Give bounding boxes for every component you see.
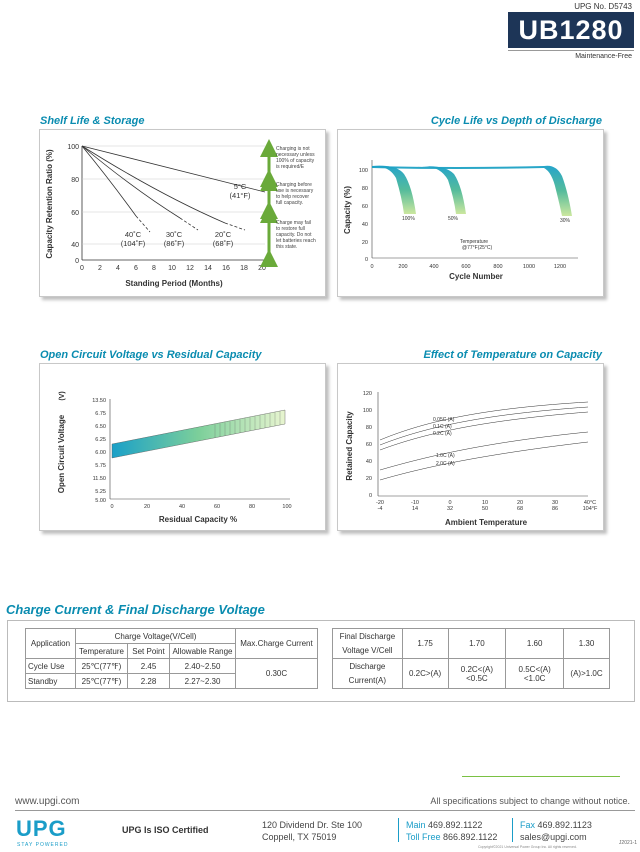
cycle-life-title: Cycle Life vs Depth of Discharge: [430, 115, 602, 127]
shelf-life-chart: [39, 129, 326, 297]
curve-label-30c: 30˚C: [165, 230, 183, 239]
fdv-value: 1.75: [402, 629, 448, 659]
dc-value: 0.5C<(A)<1.0C: [506, 659, 564, 689]
y-tick: 20: [365, 476, 372, 482]
x-axis-label: Standing Period (Months): [125, 279, 223, 288]
x-tick: 40: [178, 504, 186, 510]
x-tick: 100: [282, 504, 292, 510]
x-tick-f: 68: [516, 506, 524, 512]
x-tick: 200: [398, 264, 408, 270]
x-tick-f: 14: [411, 506, 419, 512]
y-tick: 100: [362, 408, 372, 414]
note-line: 100% of capacity: [276, 158, 315, 164]
curve-label-5c: 5°C: [233, 182, 247, 191]
ocv-chart: [39, 363, 326, 531]
y-tick: 11.50: [92, 476, 106, 482]
y-tick: 13.50: [92, 398, 106, 404]
iso-statement: UPG Is ISO Certified: [122, 825, 209, 835]
final-discharge-table: [332, 628, 610, 689]
fdv-label: Final Discharge: [339, 631, 396, 641]
row-range: 2.40~2.50: [170, 659, 236, 674]
discharge-current-label: Discharge: [349, 661, 386, 671]
y-tick: 20: [361, 240, 368, 246]
x-tick-f: 86: [551, 506, 559, 512]
y-tick: 120: [362, 391, 372, 397]
note-line: Charging is not: [276, 146, 310, 152]
y-tick: 0: [368, 493, 372, 499]
y-tick: 100: [67, 144, 79, 151]
note-line: use is necessary: [276, 188, 314, 194]
row-set-point: 2.28: [128, 674, 170, 689]
row-temperature: 25℃(77℉): [76, 659, 128, 674]
x-tick: 20: [258, 265, 266, 272]
fax-label: Fax: [520, 820, 536, 830]
row-temperature: 25℃(77℉): [76, 674, 128, 689]
y-tick: 6.25: [95, 437, 106, 443]
shelf-life-title: Shelf Life & Storage: [40, 115, 145, 127]
y-tick: 60: [365, 442, 372, 448]
temp-effect-chart: [337, 363, 604, 531]
x-tick: 60: [213, 504, 221, 510]
x-tick-c: 30: [551, 500, 559, 506]
curve-label-40c-f: (104˚F): [120, 239, 146, 248]
logo-tagline: STAY POWERED: [17, 842, 69, 848]
y-tick: 80: [365, 425, 372, 431]
model-title: UB1280: [508, 12, 634, 48]
header-divider: [508, 50, 634, 51]
fax-block: [520, 819, 592, 843]
upg-number: UPG No. D5743: [574, 2, 632, 11]
y-tick: 5.75: [95, 463, 106, 469]
x-tick-c: 10: [481, 500, 489, 506]
y-axis-unit: (V): [59, 391, 66, 401]
y-tick: 100: [358, 168, 368, 174]
curve-label: 0.1C (A): [433, 424, 452, 430]
y-tick: 0: [364, 257, 368, 263]
curve-label-40c: 40˚C: [124, 230, 142, 239]
temperature-header: Temperature: [76, 644, 128, 659]
maintenance-free-label: Maintenance-Free: [575, 53, 632, 60]
curve-label: 2.0C (A): [436, 461, 455, 467]
y-axis-label: Capacity (%): [343, 185, 352, 235]
y-tick: 5.25: [95, 489, 106, 495]
x-tick-f: -4: [377, 506, 383, 512]
row-range: 2.27~2.30: [170, 674, 236, 689]
row-name: Standby: [26, 674, 76, 689]
tollfree-label: Toll Free: [406, 832, 441, 842]
x-tick-c: -10: [411, 500, 419, 506]
note-line: full capacity.: [276, 200, 304, 206]
copyright: Copyright©2021 Universal Power Group Inc. All rights reserved.: [478, 845, 577, 849]
application-header: Application: [26, 629, 76, 659]
document-number: J2021-1: [618, 840, 637, 846]
x-tick: 0: [80, 265, 84, 272]
note-line: necessary unless: [276, 152, 315, 158]
curve-label-5c-f: (41°F): [229, 191, 251, 200]
footer-divider: [15, 810, 635, 811]
x-tick: 600: [461, 264, 471, 270]
dod-label: 100%: [402, 216, 415, 222]
phone-block: [406, 819, 497, 843]
y-axis-label: Retained Capacity: [345, 411, 354, 481]
fdv-value: 1.60: [506, 629, 564, 659]
fdv-label: Voltage V/Cell: [342, 645, 393, 655]
max-charge-header: Max.Charge Current: [236, 629, 318, 659]
footer-separator: [398, 818, 399, 842]
dod-label: 50%: [448, 216, 459, 222]
x-axis-label: Residual Capacity %: [158, 515, 238, 524]
note-line: Charge may fail: [276, 220, 312, 226]
dod-band-50: [412, 166, 466, 214]
x-tick: 12: [186, 265, 194, 272]
x-tick: 2: [98, 265, 102, 272]
x-tick: 18: [240, 265, 248, 272]
y-tick: 40: [365, 459, 372, 465]
fdv-value: 1.70: [448, 629, 506, 659]
x-tick: 14: [204, 265, 212, 272]
x-tick: 0: [370, 264, 374, 270]
address: [262, 819, 362, 843]
website-link[interactable]: www.upgi.com: [15, 796, 80, 807]
spec-disclaimer: All specifications subject to change without notice.: [430, 796, 630, 806]
dod-label: 30%: [560, 218, 571, 224]
note-line: is required/E: [276, 164, 305, 170]
x-tick-c: 40°C: [583, 500, 597, 506]
address-line: Coppell, TX 75019: [262, 832, 337, 842]
x-tick: 8: [152, 265, 156, 272]
cycle-life-chart: [337, 129, 604, 297]
y-tick: 60: [361, 204, 368, 210]
dc-value: 0.2C<(A)<0.5C: [448, 659, 506, 689]
x-tick: 0: [110, 504, 114, 510]
y-tick: 40: [71, 242, 79, 249]
x-tick: 80: [248, 504, 256, 510]
curve-label-20c-f: (68˚F): [212, 239, 234, 248]
x-tick-c: 0: [448, 500, 452, 506]
x-tick: 400: [429, 264, 439, 270]
curve-label-20c: 20˚C: [214, 230, 232, 239]
temp-effect-title: Effect of Temperature on Capacity: [423, 349, 602, 361]
y-tick: 80: [71, 177, 79, 184]
x-axis-label: Ambient Temperature: [444, 518, 528, 527]
main-label: Main: [406, 820, 426, 830]
fdv-value: 1.30: [564, 629, 610, 659]
charge-table-title: Charge Current & Final Discharge Voltage: [6, 602, 265, 617]
charge-voltage-header: Charge Voltage(V/Cell): [76, 629, 236, 644]
x-tick: 4: [116, 265, 120, 272]
y-axis-label: Open Circuit Voltage: [57, 414, 66, 494]
temperature-value: @77°F(25°C): [462, 245, 493, 251]
note-line: to restore full: [276, 226, 305, 232]
x-tick: 1200: [553, 264, 567, 270]
x-tick-c: 20: [516, 500, 524, 506]
main-phone[interactable]: 469.892.1122: [428, 820, 483, 830]
x-tick: 1000: [522, 264, 536, 270]
y-tick: 40: [361, 222, 368, 228]
y-tick: 6.75: [95, 411, 106, 417]
curve-label: 0.2C (A): [433, 431, 452, 437]
allowable-range-header: Allowable Range: [170, 644, 236, 659]
row-set-point: 2.45: [128, 659, 170, 674]
x-tick-f: 50: [481, 506, 489, 512]
y-tick: 60: [71, 210, 79, 217]
note-line: to help recover: [276, 194, 310, 200]
x-tick: 800: [493, 264, 503, 270]
set-point-header: Set Point: [128, 644, 170, 659]
max-charge-value: 0.30C: [236, 659, 318, 689]
y-axis-label: Capacity Retention Ratio (%): [45, 149, 54, 259]
curve-label: 0.05C (A): [433, 417, 455, 423]
note-line: capacity. Do not: [276, 232, 312, 238]
dc-value: (A)>1.0C: [564, 659, 610, 689]
y-tick: 0: [75, 258, 79, 265]
x-tick-f: 32: [446, 506, 454, 512]
discharge-current-label: Current(A): [348, 675, 387, 685]
x-tick: 10: [168, 265, 176, 272]
y-tick: 80: [361, 186, 368, 192]
email-link[interactable]: sales@upgi.com: [520, 832, 587, 842]
x-tick: 16: [222, 265, 230, 272]
note-line: this state.: [276, 244, 298, 250]
temperature-label: Temperature: [460, 239, 489, 245]
note-line: Charging before: [276, 182, 312, 188]
curve-label-30c-f: (86˚F): [163, 239, 185, 248]
upg-logo: UPG: [16, 816, 67, 841]
charge-voltage-table: [25, 628, 318, 689]
footer-separator: [512, 818, 513, 842]
note-line: let batteries reach: [276, 238, 316, 244]
footer-green-line: [462, 776, 620, 777]
y-tick: 6.00: [95, 450, 106, 456]
y-tick: 6.50: [95, 424, 106, 430]
fax-phone: 469.892.1123: [537, 820, 592, 830]
x-tick-c: -20: [376, 500, 384, 506]
dod-band-100: [372, 166, 416, 214]
tollfree-phone[interactable]: 866.892.1122: [443, 832, 498, 842]
x-tick: 6: [134, 265, 138, 272]
x-tick-f: 104°F: [582, 506, 598, 512]
table-row: [26, 659, 318, 674]
address-line: 120 Dividend Dr. Ste 100: [262, 820, 363, 830]
dc-value: 0.2C>(A): [402, 659, 448, 689]
x-tick: 20: [143, 504, 151, 510]
y-tick: 5.00: [95, 498, 106, 504]
row-name: Cycle Use: [26, 659, 76, 674]
ocv-title: Open Circuit Voltage vs Residual Capacity: [40, 349, 262, 361]
curve-label: 1.0C (A): [436, 453, 455, 459]
x-axis-label: Cycle Number: [449, 272, 503, 281]
ocv-band: [112, 410, 285, 458]
